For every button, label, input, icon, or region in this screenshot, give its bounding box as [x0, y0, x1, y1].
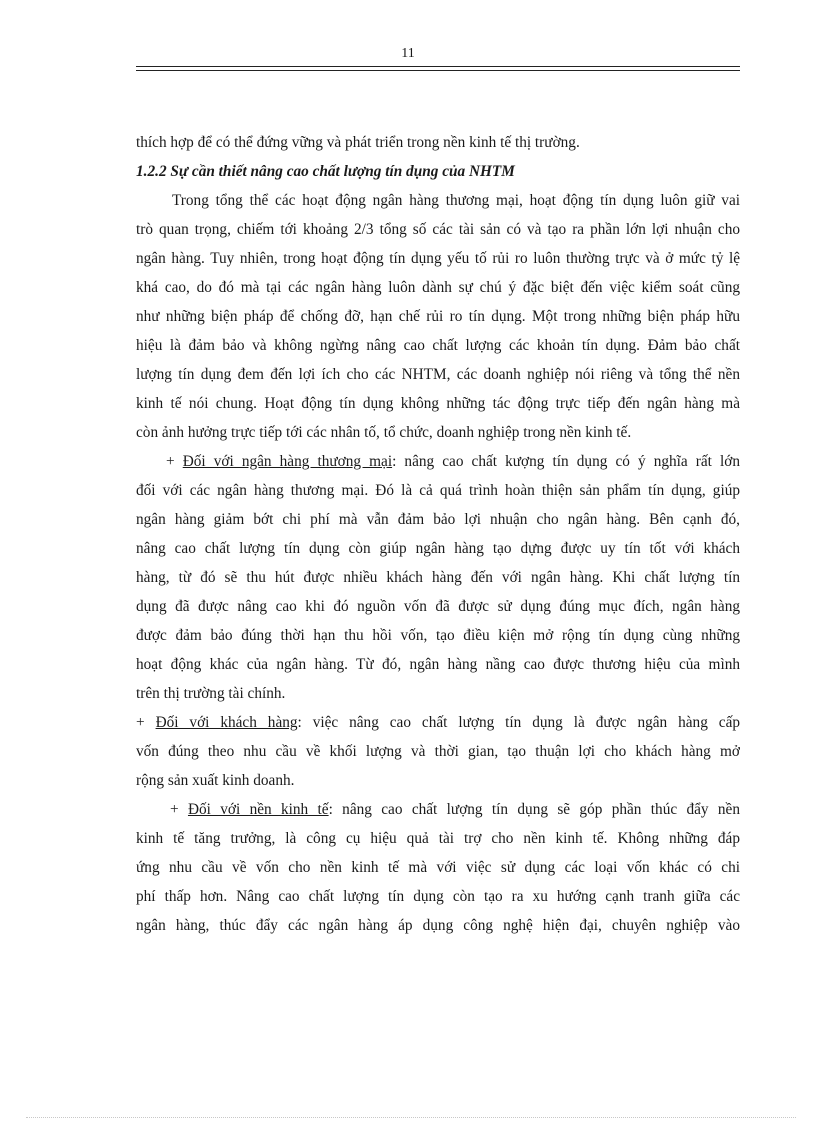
- paragraph-line: như những biện pháp để chống đỡ, hạn chế rủi ro tín dụng. Một trong những biện pháp hữu: [136, 308, 740, 325]
- paragraph-line: ngân hàng, thúc đẩy các ngân hàng áp dụng công nghệ hiện đại, chuyên nghiệp vào: [136, 917, 740, 934]
- bullet-economy: [136, 795, 740, 940]
- bullet-label: Đối với khách hàng: [155, 714, 298, 731]
- bullet-text: : nâng cao chất kượng tín dụng có ý nghĩa rất lớn: [392, 453, 740, 470]
- paragraph-line: nâng cao chất lượng tín dụng còn giúp ngân hàng tạo dựng được uy tín tốt với khách: [136, 540, 740, 557]
- bullet-bank: [136, 447, 740, 708]
- bullet-marker: +: [166, 453, 183, 470]
- bullet-label: Đối với nền kinh tế: [187, 801, 329, 818]
- page-number: 11: [401, 46, 415, 61]
- section-heading: 1.2.2 Sự cần thiết nâng cao chất lượng tín dụng của NHTM: [136, 163, 515, 180]
- paragraph-line: lượng tín dụng đem đến lợi ích cho các NHTM, các doanh nghiệp nói riêng và tổng thể nền: [136, 366, 740, 383]
- paragraph-line: đối với các ngân hàng thương mại. Đó là cả quá trình hoàn thiện sản phẩm tín dụng, giúp: [136, 482, 740, 499]
- bullet-marker: +: [170, 801, 188, 818]
- bullet-label: Đối với ngân hàng thương mại: [182, 453, 393, 470]
- paragraph-line: được đảm bảo đúng thời hạn thu hồi vốn, tạo điều kiện mở rộng tín dụng cùng những: [136, 627, 740, 644]
- paragraph-line: còn ảnh hưởng trực tiếp tới các nhân tố, tổ chức, doanh nghiệp trong nền kinh tế.: [136, 424, 632, 441]
- paragraph-line: ngân hàng giảm bớt chi phí mà vẫn đảm bảo lợi nhuận cho ngân hàng. Bên cạnh đó,: [136, 511, 740, 528]
- paragraph-line: hiệu là đảm bảo và không ngừng nâng cao chất lượng các khoản tín dụng. Đảm bảo chất: [136, 337, 740, 354]
- bullet-first-line: [136, 708, 740, 737]
- bullet-marker: +: [136, 714, 156, 731]
- paragraph-line: phí thấp hơn. Nâng cao chất lượng tín dụng còn tạo ra xu hướng cạnh tranh giữa các: [136, 888, 740, 905]
- paragraph-line: khá cao, do đó mà tại các ngân hàng luôn dành sự chú ý đặc biệt đến việc kiểm soát cũng: [136, 279, 740, 296]
- bullet-text: : việc nâng cao chất lượng tín dụng là được ngân hàng cấp: [297, 714, 740, 731]
- paragraph-credit-role: [136, 186, 740, 447]
- bullet-text: : nâng cao chất lượng tín dụng sẽ góp phần thúc đẩy nền: [328, 801, 740, 818]
- paragraph-line: ứng nhu cầu về vốn cho nền kinh tế mà với việc sử dụng các loại vốn khác có chi: [136, 859, 740, 876]
- paragraph-line: kinh tế tăng trưởng, là công cụ hiệu quả tài trợ cho nền kinh tế. Không những đáp: [136, 830, 740, 847]
- bullet-first-line: [136, 447, 740, 476]
- paragraph-line: hàng, từ đó sẽ thu hút được nhiều khách hàng đến với ngân hàng. Khi chất lượng tín: [136, 569, 740, 586]
- document-body: [136, 128, 740, 940]
- paragraph-line: ngân hàng. Tuy nhiên, trong hoạt động tín dụng yếu tố rủi ro luôn thường trực và ở mức tỷ lệ: [136, 250, 740, 267]
- bullet-customer: [136, 708, 740, 795]
- paragraph-line: trên thị trường tài chính.: [136, 685, 286, 702]
- header-rule: [136, 66, 740, 71]
- paragraph-line: hoạt động khác của ngân hàng. Từ đó, ngân hàng nầng cao được thương hiệu của mình: [136, 656, 740, 673]
- bullet-first-line: [136, 795, 740, 824]
- paragraph-line: trò quan trọng, chiếm tới khoảng 2/3 tổng số các tài sản có và tạo ra phần lớn lợi nhuận cho: [136, 221, 740, 238]
- intro-line: thích hợp để có thể đứng vững và phát triển trong nền kinh tế thị trường.: [136, 134, 580, 151]
- footer-dotted-rule: [26, 1117, 796, 1118]
- paragraph-line: Trong tổng thể các hoạt động ngân hàng thương mại, hoạt động tín dụng luôn giữ vai: [172, 192, 740, 209]
- paragraph-line: kinh tế nói chung. Hoạt động tín dụng không những tác động trực tiếp đến ngân hàng mà: [136, 395, 740, 412]
- paragraph-line: vốn đúng theo nhu cầu về khối lượng và thời gian, tạo thuận lợi cho khách hàng mở: [136, 743, 740, 760]
- paragraph-line: rộng sản xuất kinh doanh.: [136, 772, 295, 789]
- paragraph-line: dụng đã được nâng cao khi đó nguồn vốn đã được sử dụng đúng mục đích, ngân hàng: [136, 598, 740, 615]
